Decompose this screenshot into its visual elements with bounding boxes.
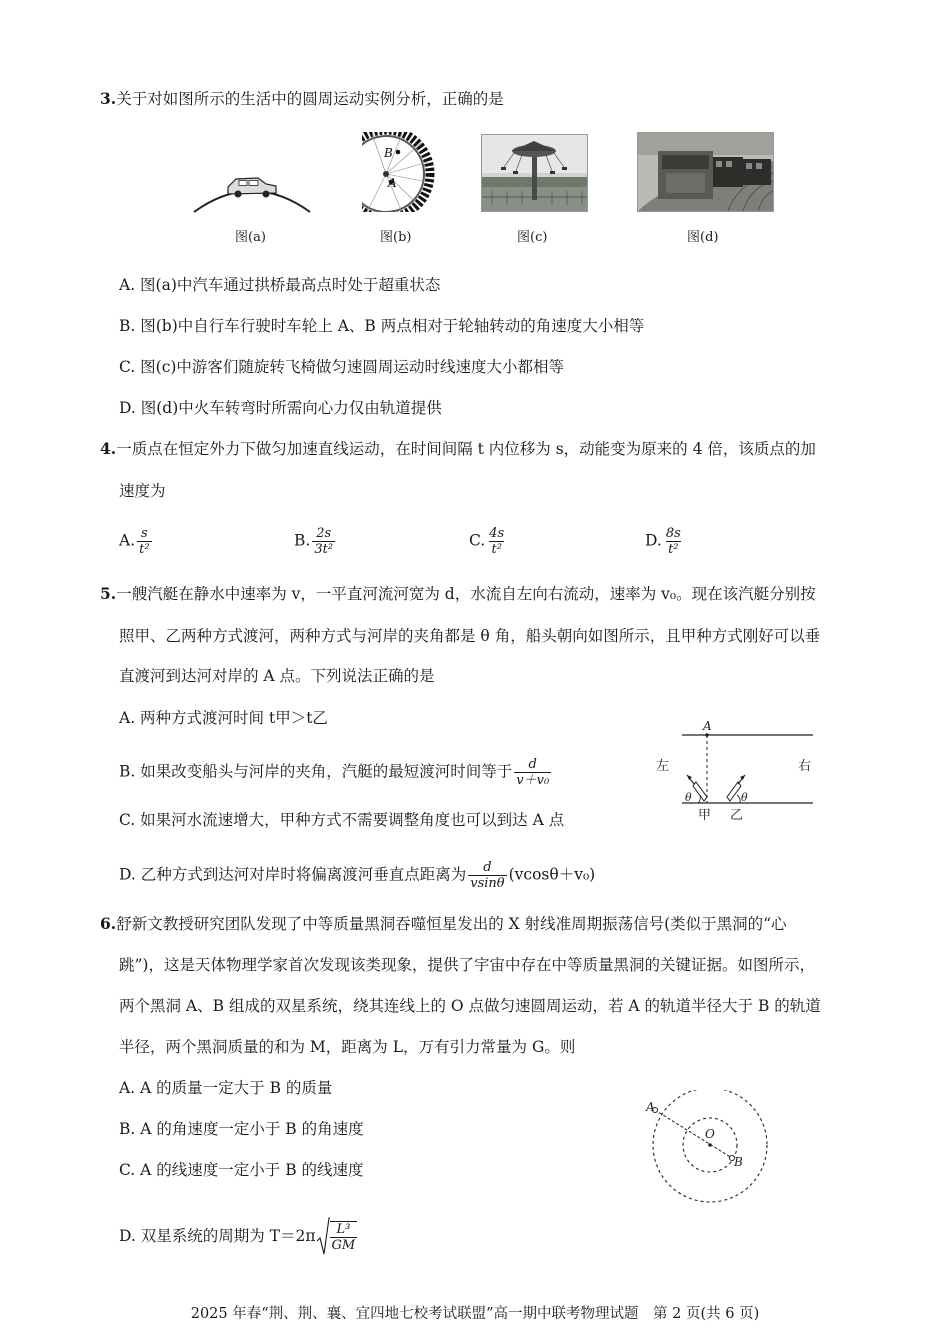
q4-option-d-num: 8s bbox=[665, 526, 681, 541]
q3-option-d: D. 图(d)中火车转弯时所需向心力仅由轨道提供 bbox=[119, 399, 442, 417]
q4-option-b-letter: B. bbox=[294, 531, 311, 550]
q5-boat-yi-label: 乙 bbox=[730, 808, 744, 823]
q5-angle-jia: θ bbox=[685, 791, 692, 804]
q3-option-a: A. 图(a)中汽车通过拱桥最高点时处于超重状态 bbox=[119, 276, 441, 294]
q6-stem-line4: 半径，两个黑洞质量的和为 M，距离为 L，万有引力常量为 G。则 bbox=[119, 1038, 576, 1056]
q6-stem-line3: 两个黑洞 A、B 组成的双星系统，绕其连线上的 O 点做匀速圆周运动，若 A 的轨道半径大于 B 的轨道 bbox=[119, 997, 821, 1015]
q5-angle-yi: θ bbox=[741, 791, 748, 804]
q5-option-b-num: d bbox=[528, 757, 537, 772]
q5-option-c: C. 如果河水流速增大，甲种方式不需要调整角度也可以到达 A 点 bbox=[119, 811, 565, 829]
q5-number: 5. bbox=[100, 584, 117, 603]
q5-option-d bbox=[119, 860, 595, 891]
q3-option-c: C. 图(c)中游客们随旋转飞椅做匀速圆周运动时线速度大小都相等 bbox=[119, 358, 564, 376]
q4-option-a-den: t² bbox=[139, 542, 150, 557]
q6-option-c: C. A 的线速度一定小于 B 的线速度 bbox=[119, 1161, 364, 1179]
figure-d-train-curve-photo bbox=[637, 132, 774, 212]
q5-option-d-den: vsinθ bbox=[470, 876, 505, 891]
q5-stem-line2: 照甲、乙两种方式渡河，两种方式与河岸的夹角都是 θ 角，船头朝向如图所示，且甲种方式刚好可以垂 bbox=[119, 627, 821, 645]
q5-option-b-text: B. 如果改变船头与河岸的夹角，汽艇的最短渡河时间等于 bbox=[119, 762, 513, 781]
q5-right-label: 右 bbox=[798, 759, 812, 774]
q3-number: 3. bbox=[100, 89, 117, 108]
q6-option-a: A. A 的质量一定大于 B 的质量 bbox=[119, 1079, 333, 1097]
q4-option-b-num: 2s bbox=[316, 526, 332, 541]
q4-option-a bbox=[119, 526, 154, 557]
q5-stem-line1 bbox=[100, 583, 816, 605]
q3-stem-text: 关于对如图所示的生活中的圆周运动实例分析，正确的是 bbox=[116, 90, 504, 108]
q5-river-crossing-diagram bbox=[650, 715, 820, 825]
q6-option-b: B. A 的角速度一定小于 B 的角速度 bbox=[119, 1120, 364, 1138]
q6-stem-text: 舒新文教授研究团队发现了中等质量黑洞吞噬恒星发出的 X 射线准周期振荡信号(类似于黑洞的“心 bbox=[116, 915, 787, 933]
q5-option-d-tail: (vcosθ＋v₀) bbox=[508, 865, 596, 884]
q4-number: 4. bbox=[100, 439, 117, 458]
q3-option-b: B. 图(b)中自行车行驶时车轮上 A、B 两点相对于轮轴转动的角速度大小相等 bbox=[119, 317, 645, 335]
q5-left-label: 左 bbox=[656, 759, 670, 774]
q4-option-b bbox=[294, 526, 337, 557]
figure-a-caption: 图(a) bbox=[235, 230, 266, 245]
page-footer: 2025 年春“荆、荆、襄、宜四地七校考试联盟”高一期中联考物理试题 第 2 页(共 6 页) bbox=[190, 1306, 760, 1322]
q5-option-b-den: v＋v₀ bbox=[516, 773, 550, 788]
q4-option-d-letter: D. bbox=[645, 531, 662, 550]
q5-option-a: A. 两种方式渡河时间 t甲＞t乙 bbox=[119, 709, 328, 727]
q6-label-o: O bbox=[705, 1127, 715, 1141]
q4-option-c bbox=[469, 526, 508, 557]
q3-stem bbox=[100, 88, 504, 110]
q6-stem-line2: 跳”)，这是天体物理学家首次发现该类现象，提供了宇宙中存在中等质量黑洞的关键证据。如图所示， bbox=[119, 956, 815, 974]
q6-stem-line1 bbox=[100, 913, 787, 935]
q5-option-d-text: D. 乙种方式到达河对岸时将偏离渡河垂直点距离为 bbox=[119, 865, 467, 884]
figure-c-caption: 图(c) bbox=[517, 230, 548, 245]
figure-d-caption: 图(d) bbox=[687, 230, 719, 245]
q4-option-a-num: s bbox=[141, 526, 148, 541]
q4-option-b-den: 3t² bbox=[314, 542, 334, 557]
q6-binary-star-diagram bbox=[640, 1090, 790, 1205]
figure-b-label-b: B bbox=[384, 146, 393, 160]
q4-option-d bbox=[645, 526, 685, 557]
q4-stem-text: 一质点在恒定外力下做匀加速直线运动，在时间间隔 t 内位移为 s，动能变为原来的 4 倍，该质点的加 bbox=[116, 440, 816, 458]
q5-boat-jia-label: 甲 bbox=[698, 808, 712, 823]
q4-option-c-letter: C. bbox=[469, 531, 486, 550]
q4-stem-line2: 速度为 bbox=[119, 482, 166, 500]
q5-option-d-num: d bbox=[483, 860, 492, 875]
q6-label-a: A bbox=[646, 1100, 655, 1114]
q5-point-a-label: A bbox=[703, 719, 712, 733]
q6-option-d-den: GM bbox=[331, 1238, 356, 1253]
q6-option-d-text: D. 双星系统的周期为 T＝2π bbox=[119, 1227, 316, 1245]
q6-option-d bbox=[119, 1217, 359, 1257]
q4-option-c-den: t² bbox=[491, 542, 502, 557]
figure-b-label-a: A bbox=[388, 176, 397, 190]
q5-option-b bbox=[119, 757, 553, 788]
figure-a-car-on-arch-bridge bbox=[192, 160, 312, 215]
q4-stem-line1 bbox=[100, 438, 816, 460]
q6-label-b: B bbox=[734, 1155, 743, 1169]
q4-option-d-den: t² bbox=[668, 542, 679, 557]
q4-option-c-num: 4s bbox=[489, 526, 505, 541]
figure-b-bicycle-wheel bbox=[362, 132, 437, 212]
q6-option-d-num: L³ bbox=[336, 1222, 351, 1237]
q5-stem-text: 一艘汽艇在静水中速率为 v，一平直河流河宽为 d，水流自左向右流动，速率为 v₀。现在该汽艇分别按 bbox=[116, 585, 816, 603]
figure-c-swing-ride-photo bbox=[481, 134, 588, 212]
figure-b-caption: 图(b) bbox=[380, 230, 412, 245]
q5-stem-line3: 直渡河到达河对岸的 A 点。下列说法正确的是 bbox=[119, 667, 435, 685]
sqrt-icon bbox=[316, 1217, 330, 1257]
q4-option-a-letter: A. bbox=[119, 531, 136, 550]
q6-number: 6. bbox=[100, 914, 117, 933]
